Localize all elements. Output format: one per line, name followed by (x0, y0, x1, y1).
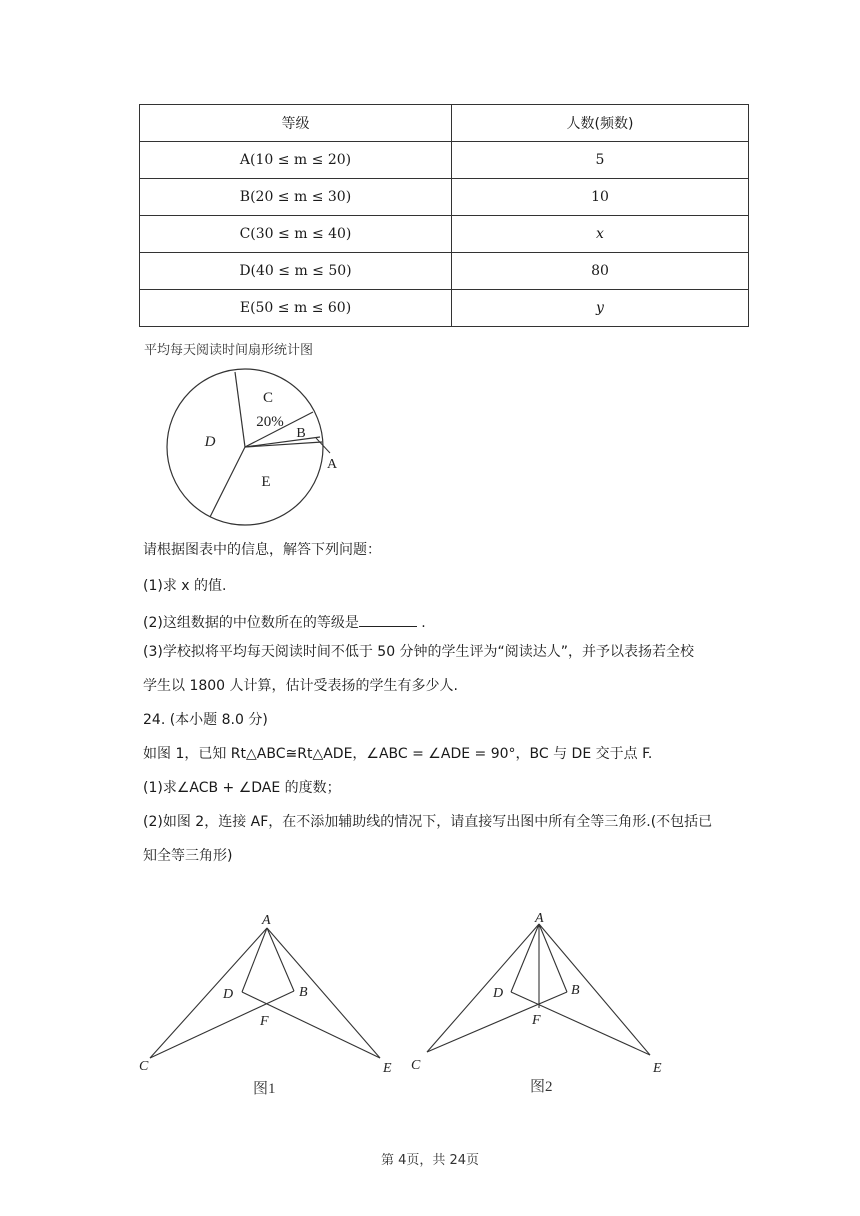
table-header-row (140, 105, 749, 142)
point-label-c: C (411, 1058, 421, 1073)
problem-24-question-2-line1: (2)如图 2，连接 AF，在不添加辅助线的情况下，请直接写出图中所有全等三角形.(不包括已 (143, 814, 713, 830)
pie-chart-title: 平均每天阅读时间扇形统计图 (144, 343, 314, 358)
table-row (140, 253, 749, 290)
cell-grade: D(40 ≤ m ≤ 50) (140, 253, 452, 290)
table-row (140, 290, 749, 327)
answer-blank (359, 612, 417, 627)
point-label-f: F (260, 1014, 269, 1029)
problem-24-question-1: (1)求∠ACB + ∠DAE 的度数； (143, 780, 341, 796)
pie-label-a: A (326, 457, 338, 472)
cell-count: y (452, 290, 749, 327)
table-row (140, 142, 749, 179)
cell-count: 10 (452, 179, 749, 216)
header-count: 人数(频数) (452, 105, 749, 142)
problem-24-given: 如图 1，已知 Rt△ABC≅Rt△ADE，∠ABC = ∠ADE = 90°，BC 与 DE 交于点 F. (143, 746, 653, 762)
pie-divider-c-d (235, 372, 245, 447)
point-label-e: E (383, 1061, 392, 1076)
pie-divider-b-a (245, 437, 320, 447)
problem-24-question-2-line2: 知全等三角形) (143, 848, 233, 864)
pie-label-d: D (204, 434, 216, 450)
cell-grade: C(30 ≤ m ≤ 40) (140, 216, 452, 253)
page-footer: 第 4页，共 24页 (380, 1153, 480, 1168)
point-label-d: D (493, 986, 504, 1001)
question-2 (143, 612, 426, 633)
question-1: (1)求 x 的值. (143, 578, 227, 594)
figure-2-caption: 图2 (530, 1079, 553, 1095)
cell-count: 5 (452, 142, 749, 179)
grade-frequency-table (139, 104, 749, 327)
question-3-line2: 学生以 1800 人计算，估计受表扬的学生有多少人. (143, 678, 458, 694)
cell-count: x (452, 216, 749, 253)
point-label-b: B (299, 985, 308, 1000)
header-grade: 等级 (140, 105, 452, 142)
cell-grade: A(10 ≤ m ≤ 20) (140, 142, 452, 179)
cell-count: 80 (452, 253, 749, 290)
question-3-line1: (3)学校拟将平均每天阅读时间不低于 50 分钟的学生评为“阅读达人”，并予以表扬若全校 (143, 644, 695, 660)
cell-grade: B(20 ≤ m ≤ 30) (140, 179, 452, 216)
pie-label-e: E (261, 474, 271, 490)
problem-24-title: 24. (本小题 8.0 分) (143, 712, 268, 728)
pie-label-c: C (262, 390, 274, 406)
table-row (140, 216, 749, 253)
point-label-a: A (262, 913, 271, 928)
point-label-a: A (535, 911, 544, 926)
point-label-f: F (532, 1013, 541, 1028)
pie-label-b: B (296, 426, 306, 441)
geometry-figure-2 (405, 905, 680, 1100)
point-label-c: C (139, 1059, 149, 1074)
instructions: 请根据图表中的信息，解答下列问题： (143, 542, 381, 558)
cell-grade: E(50 ≤ m ≤ 60) (140, 290, 452, 327)
geometry-figure-1 (130, 905, 405, 1100)
pie-chart (150, 360, 360, 530)
pie-divider-a-e (245, 442, 322, 447)
question-2-end: . (416, 615, 426, 631)
point-label-d: D (223, 987, 234, 1002)
point-label-b: B (571, 983, 580, 998)
pie-label-c-percent: 20% (256, 414, 284, 430)
point-label-e: E (653, 1061, 662, 1076)
pie-divider-d-e (210, 447, 245, 517)
table-row (140, 179, 749, 216)
question-2-text: (2)这组数据的中位数所在的等级是 (143, 615, 359, 631)
figure-1-caption: 图1 (253, 1081, 276, 1097)
